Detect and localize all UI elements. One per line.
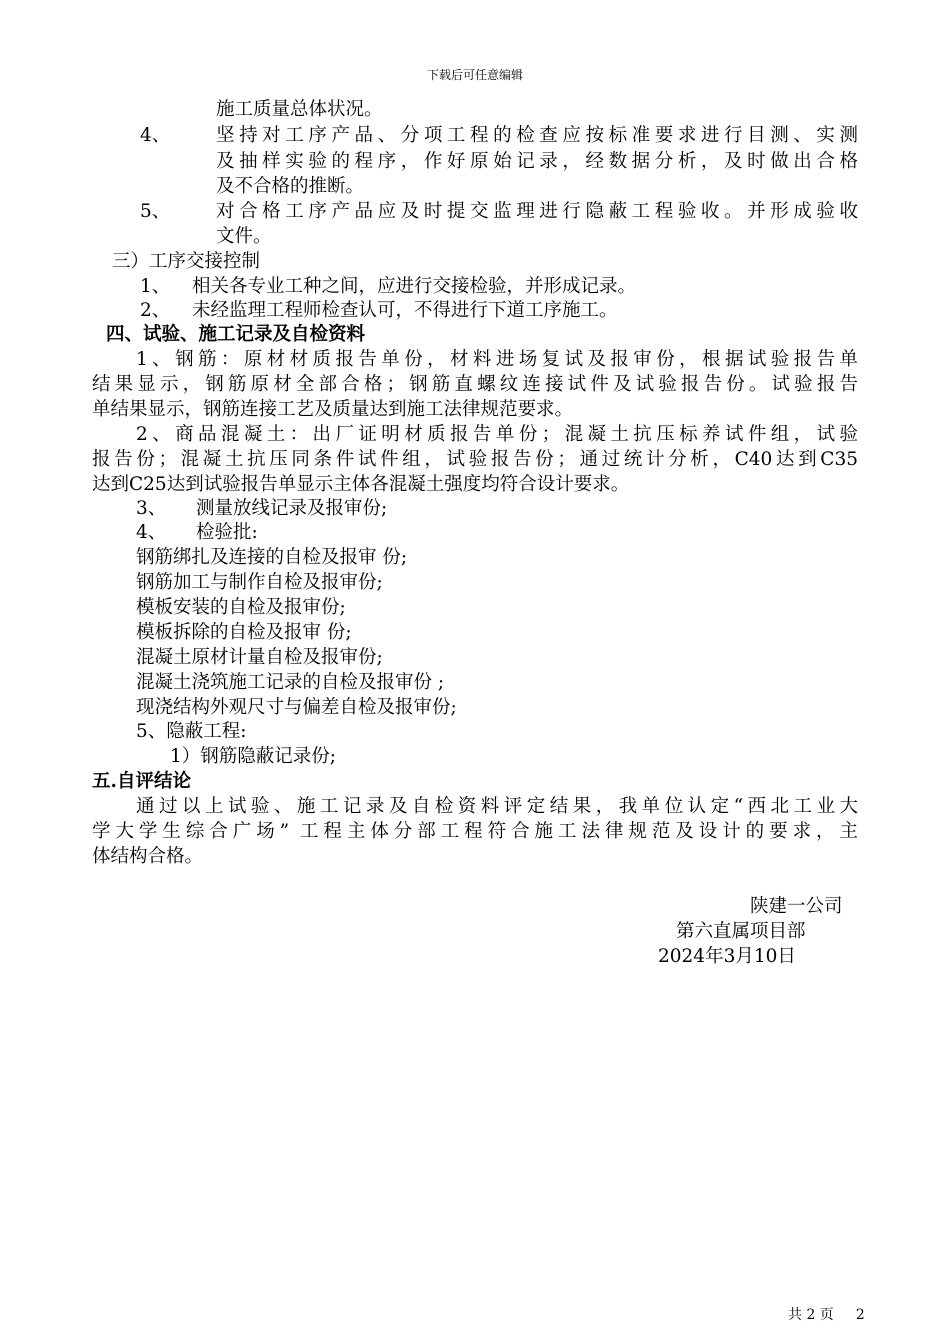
list-item: 模板拆除的自检及报审 份; [136, 622, 352, 643]
text-line: 单结果显示，钢筋连接工艺及质量达到施工法律规范要求。 [92, 399, 574, 420]
page-number: 2 [855, 1307, 865, 1323]
item-number: 4、 [136, 522, 167, 543]
list-item: 现浇结构外观尺寸与偏差自检及报审份; [136, 697, 457, 718]
text-line: 达到C25达到试验报告单显示主体各混凝土强度均符合设计要求。 [92, 474, 630, 495]
text-line: 学大学生综合广场” 工程主体分部工程符合施工法律规范及设计的要求，主 [92, 821, 858, 842]
section-heading: 四、试验、施工记录及自检资料 [106, 324, 366, 345]
list-item: 模板安装的自检及报审份; [136, 597, 346, 618]
item-number: 1、 [140, 276, 171, 297]
item-number: 3、 [136, 498, 167, 519]
page-header: 下载后可任意编辑 [426, 68, 523, 82]
page-footer [788, 1304, 887, 1324]
list-item: 钢筋绑扎及连接的自检及报审 份; [136, 547, 408, 568]
list-item: 混凝土原材计量自检及报审份; [136, 647, 383, 668]
item-number: 2、 [140, 300, 171, 321]
text-line: 坚持对工序产品、分项工程的检查应按标准要求进行目测、实测 [216, 125, 858, 146]
page-count: 共 2 页 [788, 1307, 834, 1323]
list-item: 1）钢筋隐蔽记录份; [170, 746, 337, 767]
item-number: 5、 [140, 201, 171, 222]
text-line: 及不合格的推断。 [216, 176, 365, 197]
signature-date: 2024年3月10日 [658, 946, 796, 967]
text-line: 报告份；混凝土抗压同条件试件组，试验报告份；通过统计分析，C40达到C35 [92, 449, 858, 470]
text-line: 体结构合格。 [92, 846, 204, 867]
text-line: 未经监理工程师检查认可，不得进行下道工序施工。 [192, 300, 618, 321]
text-line: 5、隐蔽工程: [136, 721, 247, 742]
text-line: 及抽样实验的程序，作好原始记录，经数据分析，及时做出合格 [216, 151, 858, 172]
list-item: 混凝土浇筑施工记录的自检及报审份 ; [136, 672, 445, 693]
subsection-heading: 三）工序交接控制 [112, 251, 261, 272]
text-line: 2、商品混凝土：出厂证明材质报告单份；混凝土抗压标养试件组，试验 [136, 424, 858, 445]
section-heading: 五.自评结论 [92, 771, 191, 792]
text-line: 测量放线记录及报审份; [196, 498, 388, 519]
text-line: 检验批: [196, 522, 258, 543]
text-line: 文件。 [216, 226, 272, 247]
text-line: 结果显示，钢筋原材全部合格；钢筋直螺纹连接试件及试验报告份。试验报告 [92, 374, 858, 395]
text-line: 1、钢筋：原材材质报告单份，材料进场复试及报审份，根据试验报告单 [136, 349, 858, 370]
signature-department: 第六直属项目部 [676, 921, 806, 942]
text-line: 相关各专业工种之间，应进行交接检验，并形成记录。 [192, 276, 637, 297]
text-line: 通过以上试验、施工记录及自检资料评定结果，我单位认定“西北工业大 [136, 796, 858, 817]
text-line: 对合格工序产品应及时提交监理进行隐蔽工程验收。并形成验收 [216, 201, 858, 222]
signature-company: 陕建一公司 [750, 896, 843, 917]
list-item: 钢筋加工与制作自检及报审份; [136, 572, 383, 593]
text-line: 施工质量总体状况。 [216, 99, 383, 120]
item-number: 4、 [140, 125, 171, 146]
